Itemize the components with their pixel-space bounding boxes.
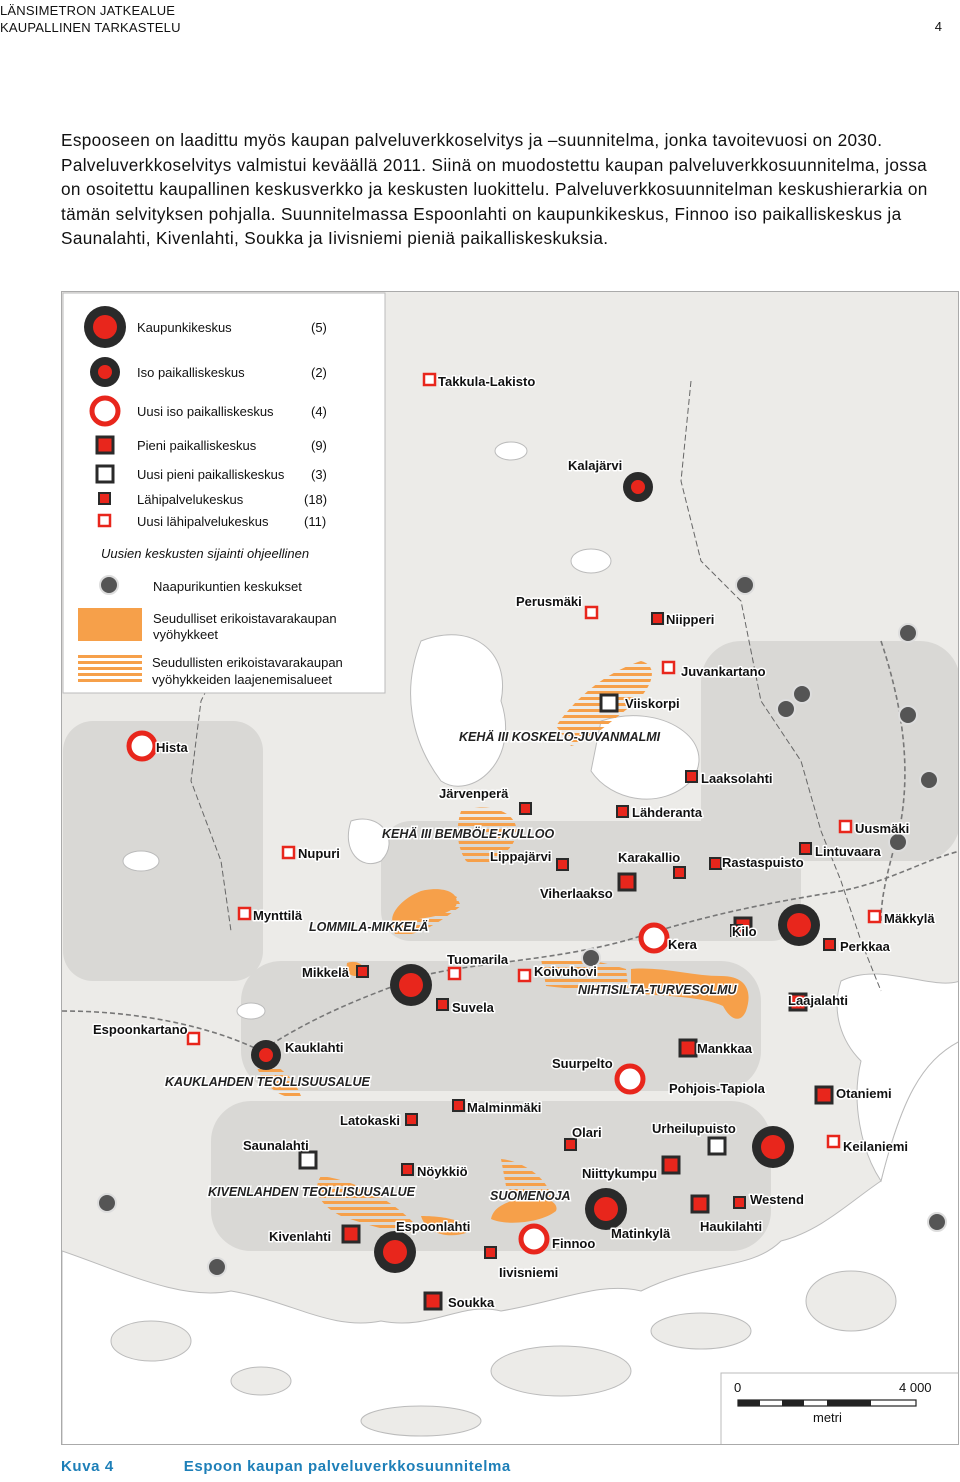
- label-perkkaa: Perkkaa: [840, 939, 890, 954]
- legend-zone-label-1: Seudulliset erikoistavarakaupan: [153, 611, 337, 626]
- new-large-kera: [641, 925, 667, 951]
- legend-count-7: (11): [304, 514, 327, 529]
- label-viherlaakso: Viherlaakso: [540, 886, 613, 901]
- label-suurpelto: Suurpelto: [552, 1056, 613, 1071]
- label-lippajarvi: Lippajärvi: [490, 849, 552, 864]
- zone-kivenlahti-industrial: KIVENLAHDEN TEOLLISUUSALUE: [208, 1185, 415, 1199]
- label-otaniemi: Otaniemi: [836, 1086, 892, 1101]
- new-large-suurpelto: [617, 1066, 643, 1092]
- label-olari: Olari: [572, 1125, 602, 1140]
- label-matinkyla: Matinkylä: [611, 1226, 671, 1241]
- legend-neighbour-symbol: [100, 576, 118, 594]
- label-kilo: Kilo: [732, 924, 757, 939]
- label-mynttila: Mynttilä: [253, 908, 303, 923]
- legend-neighbour-label: Naapurikuntien keskukset: [153, 579, 302, 594]
- legend-new-small-local-symbol: [97, 466, 113, 482]
- label-tuomarila: Tuomarila: [447, 952, 509, 967]
- label-koivuhovi: Koivuhovi: [534, 964, 597, 979]
- label-soukka: Soukka: [448, 1295, 495, 1310]
- label-laaksolahti: Laaksolahti: [701, 771, 773, 786]
- legend-label-2: Iso paikalliskeskus: [137, 365, 245, 380]
- map-svg: [62, 292, 959, 1445]
- label-noykkio: Nöykkiö: [417, 1164, 468, 1179]
- label-nupuri: Nupuri: [298, 846, 340, 861]
- caption-label: Kuva 4: [61, 1458, 114, 1475]
- legend-expansion-label-2: vyöhykkeiden laajenemisalueet: [152, 672, 332, 687]
- header-line-1: LÄNSIMETRON JATKEALUE: [0, 3, 176, 18]
- label-lahderanta: Lähderanta: [632, 805, 703, 820]
- label-perusmaki: Perusmäki: [516, 594, 582, 609]
- legend-label-6: Lähipalvelukeskus: [137, 492, 244, 507]
- label-espoonkartano: Espoonkartano: [93, 1022, 188, 1037]
- neighbour-node: [208, 1258, 226, 1276]
- scale-unit: metri: [813, 1410, 842, 1425]
- running-header: [0, 2, 181, 36]
- legend-zone-label-2: vyöhykkeet: [153, 627, 219, 642]
- legend-expansion-symbol: [78, 655, 142, 685]
- label-makkyla: Mäkkylä: [884, 911, 935, 926]
- label-haukilahti: Haukilahti: [700, 1219, 763, 1234]
- label-espoonlahti: Espoonlahti: [396, 1219, 471, 1234]
- zone-lommila: LOMMILA-MIKKELÄ: [309, 920, 429, 934]
- zone-kauklahti-industrial: KAUKLAHDEN TEOLLISUUSALUE: [165, 1075, 370, 1089]
- legend-count-1: (5): [311, 320, 327, 335]
- legend-expansion-label-1: Seudullisten erikoistavarakaupan: [152, 655, 343, 670]
- label-uusmaki: Uusmäki: [855, 821, 910, 836]
- label-suvela: Suvela: [452, 1000, 494, 1015]
- legend-new-neighbourhood-symbol: [99, 515, 110, 526]
- label-lintuvaara: Lintuvaara: [815, 844, 881, 859]
- label-latokaski: Latokaski: [340, 1113, 400, 1128]
- legend-count-5: (3): [311, 467, 327, 482]
- legend-new-large-local-symbol: [92, 398, 118, 424]
- legend-note: Uusien keskusten sijainti ohjeellinen: [101, 546, 310, 561]
- neighbour-node: [736, 576, 754, 594]
- legend-zone-symbol: [78, 608, 142, 641]
- legend-label-7: Uusi lähipalvelukeskus: [137, 514, 269, 529]
- new-large-finnoo: [521, 1226, 547, 1252]
- legend-label-5: Uusi pieni paikalliskeskus: [137, 467, 285, 482]
- label-malminmaki: Malminmäki: [467, 1100, 542, 1115]
- scale-bar: [721, 1373, 959, 1445]
- label-urheilupuisto: Urheilupuisto: [652, 1121, 736, 1136]
- neighbour-node: [793, 685, 811, 703]
- label-mikkela: Mikkelä: [302, 965, 349, 980]
- legend-count-3: (4): [311, 404, 327, 419]
- neighbour-node: [899, 624, 917, 642]
- label-rastaspuisto: Rastaspuisto: [722, 855, 804, 870]
- legend-count-2: (2): [311, 365, 327, 380]
- label-niittykumpu: Niittykumpu: [582, 1166, 658, 1181]
- neighbour-node: [98, 1194, 116, 1212]
- label-iivisniemi: Iivisniemi: [499, 1265, 559, 1280]
- label-kauklahti: Kauklahti: [285, 1040, 344, 1055]
- scale-end: 4 000: [899, 1380, 932, 1395]
- label-finnoo: Finnoo: [552, 1236, 596, 1251]
- legend-label-3: Uusi iso paikalliskeskus: [137, 404, 274, 419]
- zone-suomenoja: SUOMENOJA: [490, 1189, 571, 1203]
- legend-neighbourhood-symbol: [99, 493, 110, 504]
- label-mankkaa: Mankkaa: [697, 1041, 752, 1056]
- neighbour-node: [899, 706, 917, 724]
- label-saunalahti: Saunalahti: [243, 1138, 309, 1153]
- label-niipperi: Niipperi: [666, 612, 715, 627]
- label-juvankartano: Juvankartano: [681, 664, 766, 679]
- label-kivenlahti: Kivenlahti: [269, 1229, 332, 1244]
- header-line-2: KAUPALLINEN TARKASTELU: [0, 20, 181, 35]
- label-kera: Kera: [668, 937, 697, 952]
- neighbour-node: [920, 771, 938, 789]
- label-viiskorpi: Viiskorpi: [625, 696, 680, 711]
- label-takkula-lakisto: Takkula-Lakisto: [438, 374, 536, 389]
- label-keilaniemi: Keilaniemi: [843, 1139, 909, 1154]
- new-large-hista: [129, 733, 155, 759]
- legend-label-4: Pieni paikalliskeskus: [137, 438, 257, 453]
- label-kalajarvi: Kalajärvi: [568, 458, 623, 473]
- legend-small-local-symbol: [97, 437, 113, 453]
- legend-count-6: (18): [304, 492, 328, 507]
- page-number: 4: [934, 19, 942, 34]
- legend-count-4: (9): [311, 438, 327, 453]
- label-laajalahti: Laajalahti: [788, 993, 848, 1008]
- label-westend: Westend: [750, 1192, 804, 1207]
- intro-paragraph: Espooseen on laadittu myös kaupan palveluverkkoselvitys ja –suunnitelma, jonka tavoitevuosi on 2030. Palveluverkkoselvitys valmistui keväällä 2011. Siinä on muodostettu kaupan palveluverkkosuunnitelma, jossa on osoitettu kaupallinen keskusverkko ja keskusten luokittelu. Palveluverkkosuunnitelman keskushierarkia on tämän selvityksen pohjalla. Suunnitelmassa Espoonlahti on kaupunkikeskus, Finnoo iso paikalliskeskus ja Saunalahti, Kivenlahti, Soukka ja Iivisniemi pieniä paikalliskeskuksia.: [61, 130, 928, 249]
- label-hista: Hista: [156, 740, 188, 755]
- service-network-map: [61, 291, 959, 1445]
- caption-title: Espoon kaupan palveluverkkosuunnitelma: [183, 1458, 511, 1475]
- zone-nihtisilta: NIHTISILTA-TURVESOLMU: [578, 983, 737, 997]
- label-pohjois-tapiola: Pohjois-Tapiola: [669, 1081, 765, 1096]
- zone-bembole: KEHÄ III BEMBÖLE-KULLOO: [382, 827, 555, 841]
- legend-label-1: Kaupunkikeskus: [137, 320, 232, 335]
- figure-caption: [61, 1458, 581, 1475]
- zone-koskelo: KEHÄ III KOSKELO-JUVANMALMI: [459, 730, 661, 744]
- scale-start: 0: [734, 1380, 742, 1395]
- label-jarvenpera: Järvenperä: [439, 786, 509, 801]
- map-legend: [63, 293, 385, 693]
- neighbour-node: [777, 700, 795, 718]
- label-karakallio: Karakallio: [618, 850, 681, 865]
- neighbour-node: [928, 1213, 946, 1231]
